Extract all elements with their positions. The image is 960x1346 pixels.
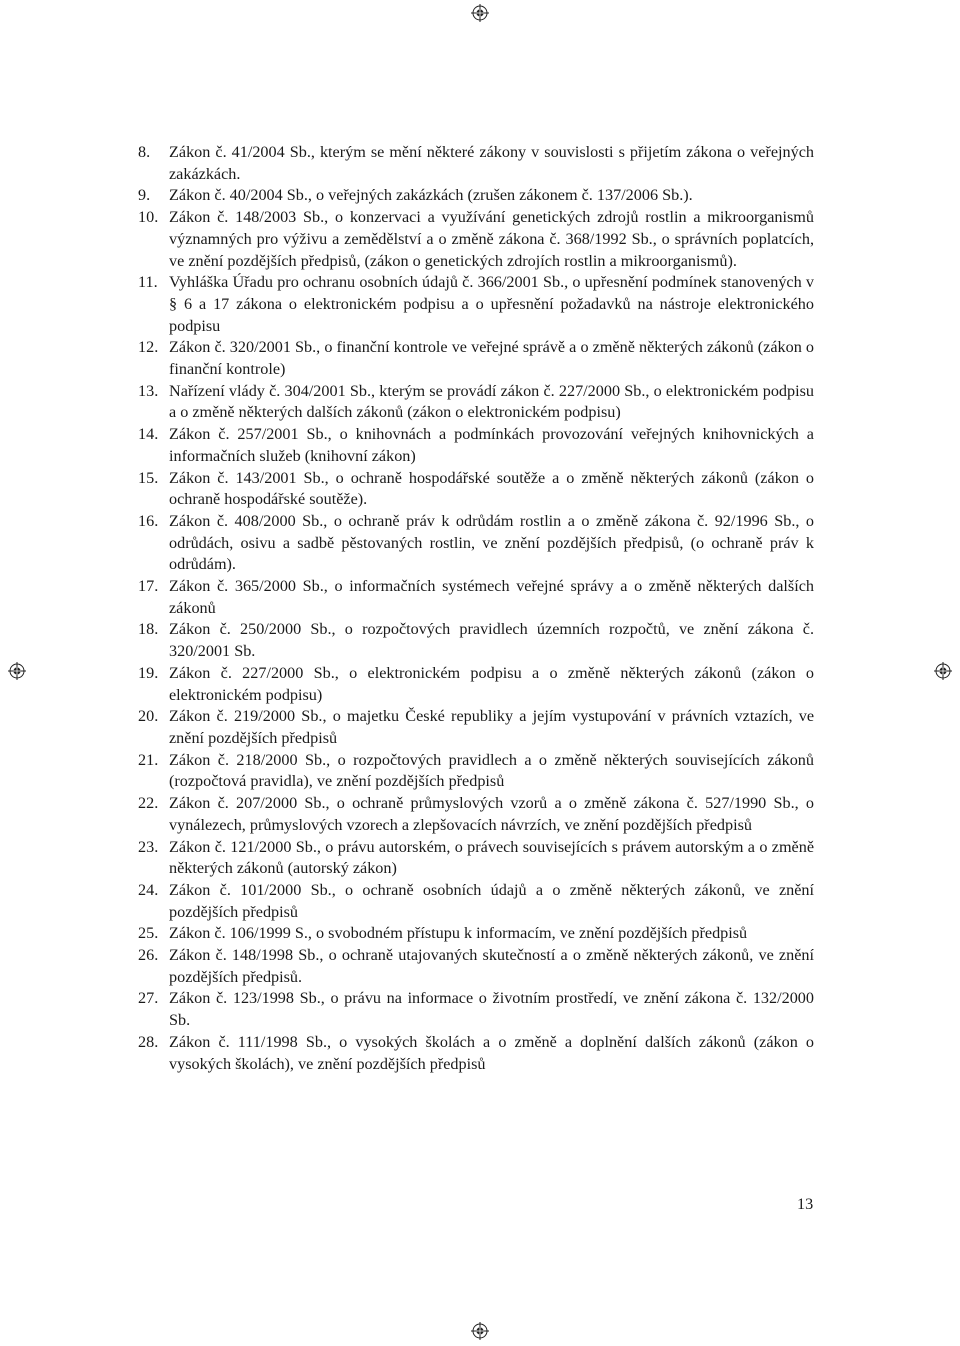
registration-mark-icon — [934, 662, 952, 680]
law-list-item — [138, 468, 814, 511]
law-item-text: Zákon č. 365/2000 Sb., o informačních systémech veřejné správy a o změně některých dalších zákonů — [169, 577, 814, 617]
law-list-item — [138, 142, 814, 185]
law-list-item — [138, 207, 814, 272]
law-item-number: 20. — [138, 707, 159, 726]
law-item-text: Zákon č. 218/2000 Sb., o rozpočtových pravidlech a o změně některých souvisejících zákonů (rozpočtová pravidla), ve znění pozdějších předpisů — [169, 750, 814, 791]
registration-mark-icon — [8, 662, 26, 680]
law-item-text: Nařízení vlády č. 304/2001 Sb., kterým se provádí zákon č. 227/2000 Sb., o elektronickém podpisu a o změně některých dalších zákonů (zákon o elektronickém podpisu) — [169, 381, 814, 422]
law-item-number: 25. — [138, 924, 159, 943]
law-item-text: Vyhláška Úřadu pro ochranu osobních údajů č. 366/2001 Sb., o upřesnění podmínek stanovených v § 6 a 17 zákona o elektronickém podpisu a o upřesnění požadavků na nástroje elektronického podpisu — [169, 273, 814, 335]
law-item-text: Zákon č. 101/2000 Sb., o ochraně osobních údajů a o změně některých zákonů, ve znění pozdějších předpisů — [169, 880, 814, 921]
law-item-text: Zákon č. 148/2003 Sb., o konzervaci a využívání genetických zdrojů rostlin a mikroorganismů významných pro výživu a zemědělství a o změně zákona č. 368/1992 Sb., o správních poplatcích, ve znění pozdějších předpisů, (zákon o genetických zdrojích rostlin a mikroorganismů). — [169, 208, 814, 270]
law-list-item — [138, 381, 814, 424]
law-list-item — [138, 619, 814, 662]
law-item-number: 10. — [138, 208, 159, 227]
law-item-number: 17. — [138, 577, 159, 596]
law-list-item — [138, 663, 814, 706]
law-list-item — [138, 511, 814, 576]
law-item-text: Zákon č. 257/2001 Sb., o knihovnách a podmínkách provozování veřejných knihovnických a informačních služeb (knihovní zákon) — [169, 425, 814, 465]
registration-mark-icon — [471, 4, 489, 22]
law-item-number: 16. — [138, 511, 159, 530]
law-item-text: Zákon č. 40/2004 Sb., o veřejných zakázkách (zrušen zákonem č. 137/2006 Sb.). — [169, 186, 693, 205]
law-list-item — [138, 1032, 814, 1075]
law-item-number: 13. — [138, 381, 159, 400]
law-item-number: 24. — [138, 880, 159, 899]
law-item-text: Zákon č. 250/2000 Sb., o rozpočtových pravidlech územních rozpočtů, ve znění zákona č. 320/2001 Sb. — [169, 620, 814, 661]
law-item-number: 22. — [138, 794, 159, 813]
page-number: 13 — [797, 1195, 814, 1213]
law-item-text: Zákon č. 121/2000 Sb., o právu autorském, o právech souvisejících s právem autorským a o změně některých zákonů (autorský zákon) — [169, 837, 814, 878]
law-list-item — [138, 272, 814, 337]
law-item-number: 14. — [138, 425, 159, 444]
law-item-text: Zákon č. 111/1998 Sb., o vysokých školách a o změně a doplnění dalších zákonů (zákon o vysokých školách), ve znění pozdějších předpisů — [169, 1032, 814, 1073]
law-item-number: 12. — [138, 338, 159, 357]
law-item-number: 19. — [138, 663, 159, 682]
law-item-text: Zákon č. 106/1999 S., o svobodném přístupu k informacím, ve znění pozdějších předpisů — [169, 924, 748, 943]
law-list-item — [138, 945, 814, 988]
law-item-number: 28. — [138, 1032, 159, 1051]
law-item-text: Zákon č. 41/2004 Sb., kterým se mění některé zákony v souvislosti s přijetím zákona o veřejných zakázkách. — [169, 143, 814, 183]
registration-mark-icon — [471, 1322, 489, 1340]
law-item-number: 26. — [138, 946, 159, 965]
law-list — [138, 142, 814, 1075]
law-item-text: Zákon č. 207/2000 Sb., o ochraně průmyslových vzorů a o změně zákona č. 527/1990 Sb., o vynálezech, průmyslových vzorech a zlepšovacích návrzích, ve znění pozdějších předpisů — [169, 794, 814, 834]
law-item-text: Zákon č. 148/1998 Sb., o ochraně utajovaných skutečností a o změně některých zákonů, ve znění pozdějších předpisů. — [169, 946, 814, 986]
law-item-text: Zákon č. 320/2001 Sb., o finanční kontrole ve veřejné správě a o změně některých zákonů (zákon o finanční kontrole) — [169, 338, 814, 379]
law-list-item — [138, 837, 814, 880]
law-list-item — [138, 793, 814, 836]
law-list-item — [138, 424, 814, 467]
law-item-text: Zákon č. 227/2000 Sb., o elektronickém podpisu a o změně některých zákonů (zákon o elektronickém podpisu) — [169, 663, 814, 704]
law-item-text: Zákon č. 143/2001 Sb., o ochraně hospodářské soutěže a o změně některých zákonů (zákon o ochraně hospodářské soutěže). — [169, 468, 814, 509]
law-list-item — [138, 337, 814, 380]
law-list-item — [138, 706, 814, 749]
law-list-item — [138, 576, 814, 619]
law-list-item — [138, 185, 814, 207]
law-list-item — [138, 923, 814, 945]
law-item-number: 15. — [138, 468, 159, 487]
law-list-item — [138, 988, 814, 1031]
law-item-number: 23. — [138, 837, 159, 856]
law-item-number: 27. — [138, 989, 159, 1008]
law-item-text: Zákon č. 123/1998 Sb., o právu na informace o životním prostředí, ve znění zákona č. 132/2000 Sb. — [169, 989, 814, 1030]
law-list-item — [138, 880, 814, 923]
law-item-text: Zákon č. 219/2000 Sb., o majetku České republiky a jejím vystupování v právních vztazích, ve znění pozdějších předpisů — [169, 707, 814, 747]
law-item-text: Zákon č. 408/2000 Sb., o ochraně práv k odrůdám rostlin a o změně zákona č. 92/1996 Sb., o odrůdách, osivu a sadbě pěstovaných rostlin, ve znění pozdějších předpisů, (o ochraně práv k odrůdám). — [169, 511, 814, 574]
law-item-number: 11. — [138, 273, 158, 292]
law-item-number: 9. — [138, 186, 151, 205]
law-item-number: 21. — [138, 750, 159, 769]
law-item-number: 18. — [138, 620, 159, 639]
law-list-item — [138, 750, 814, 793]
law-item-number: 8. — [138, 143, 151, 161]
